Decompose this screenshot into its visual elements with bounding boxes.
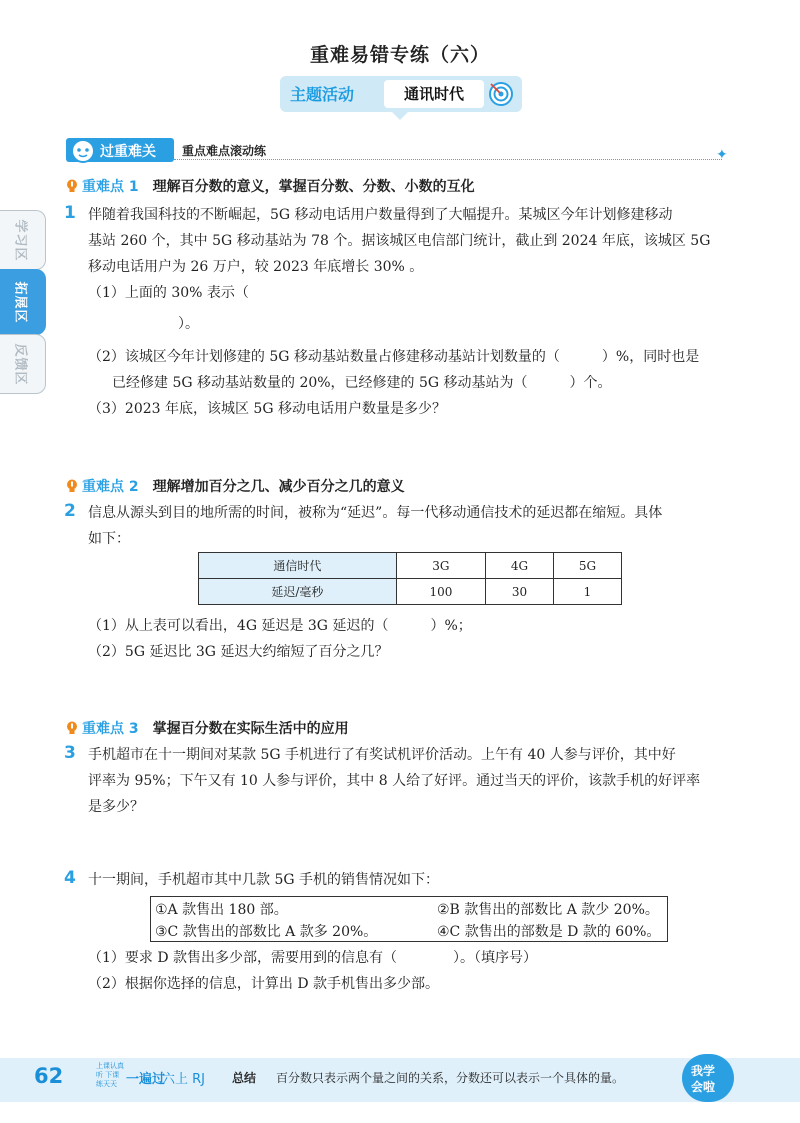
table-cell: 延迟/毫秒 (199, 579, 397, 605)
side-tab-study[interactable]: 学习区 (0, 210, 46, 270)
table-row (199, 579, 622, 605)
brand-tagline: 上课认真听 下课练天天 (96, 1062, 124, 1088)
table-cell: 1 (553, 579, 621, 605)
q1-sub1-end: ）。 (178, 316, 199, 332)
summary-label: 总结 (232, 1071, 257, 1085)
q2-sub1: （1）从上表可以看出，4G 延迟是 3G 延迟的（ ）%； (88, 618, 472, 634)
q1-text: 基站 260 个，其中 5G 移动基站为 78 个。据该城区电信部门统计，截止到 2024 年底，该城区 5G (88, 233, 711, 249)
section-badge-label: 过重难关 (100, 144, 156, 160)
side-tabs (0, 210, 46, 393)
theme-value: 通讯时代 (384, 80, 484, 108)
q1-sub2: （2）该城区今年计划修建的 5G 移动基站数量占修建移动基站计划数量的（ ）%，同时也是 (88, 349, 700, 365)
question-number: 3 (64, 743, 76, 763)
q2-text: 信息从源头到目的地所需的时间，被称为“延迟”。每一代移动通信技术的延迟都在缩短。具体 (88, 505, 663, 521)
side-tab-extend[interactable]: 拓展区 (0, 269, 46, 335)
section-header (66, 138, 736, 164)
key-point-2: 重难点 2 理解增加百分之几、减少百分之几的意义 (66, 476, 405, 496)
q4-sub1: （1）要求 D 款售出多少部，需要用到的信息有（ ）。（填序号） (88, 950, 538, 966)
bulb-icon (66, 721, 78, 735)
footer (0, 1050, 800, 1110)
theme-banner (280, 76, 522, 112)
info-item: ④C 款售出的部数是 D 款的 60%。 (437, 924, 661, 940)
table-cell: 100 (396, 579, 485, 605)
bulb-icon (66, 479, 78, 493)
q3-text: 手机超市在十一期间对某款 5G 手机进行了有奖试机评价活动。上午有 40 人参与评价，其中好 (88, 747, 676, 763)
table-row (199, 553, 622, 579)
q3-text: 是多少？ (88, 799, 144, 815)
brand-grade: 六上 RJ (162, 1072, 205, 1087)
table-cell: 4G (485, 553, 553, 579)
info-box (150, 896, 668, 942)
section-subtitle: 重点难点滚动练 (182, 144, 267, 158)
star-icon: ✦ (716, 147, 728, 163)
q2-sub2: （2）5G 延迟比 3G 延迟大约缩短了百分之几？ (88, 644, 389, 660)
summary-text: 百分数只表示两个量之间的关系，分数还可以表示一个具体的量。 (276, 1071, 625, 1085)
q2-text: 如下： (88, 531, 130, 547)
logo: 我学 会啦 (676, 1048, 742, 1104)
q3-text: 评率为 95%；下午又有 10 人参与评价，其中 8 人给了好评。通过当天的评价，该款手机的好评率 (88, 773, 701, 789)
mascot-icon (68, 135, 98, 165)
table-cell: 30 (485, 579, 553, 605)
info-item: ①A 款售出 180 部。 (155, 902, 288, 918)
info-item: ②B 款售出的部数比 A 款少 20%。 (437, 902, 659, 918)
table-cell: 3G (396, 553, 485, 579)
q1-sub1: （1）上面的 30% 表示（ (88, 285, 249, 301)
target-icon (488, 81, 514, 107)
page-title: 重难易错专练（六） (309, 44, 490, 66)
q4-sub2: （2）根据你选择的信息，计算出 D 款手机售出多少部。 (88, 976, 440, 992)
section-badge (66, 138, 174, 162)
q1-sub2-cont: 已经修建 5G 移动基站数量的 20%，已经修建的 5G 移动基站为（ ）个。 (112, 375, 612, 391)
brand-name: 一遍过 (126, 1072, 166, 1087)
page-number: 62 (34, 1064, 64, 1088)
q1-text: 伴随着我国科技的不断崛起，5G 移动电话用户数量得到了大幅提升。某城区今年计划修建移动 (88, 207, 673, 223)
delay-table (198, 552, 622, 605)
q1-text: 移动电话用户为 26 万户，较 2023 年底增长 30% 。 (88, 259, 424, 275)
question-number: 1 (64, 203, 76, 223)
question-number: 2 (64, 501, 76, 521)
q1-sub3: （3）2023 年底，该城区 5G 移动电话用户数量是多少？ (88, 401, 446, 417)
key-point-3: 重难点 3 掌握百分数在实际生活中的应用 (66, 718, 349, 738)
table-cell: 5G (553, 553, 621, 579)
bulb-icon (66, 179, 78, 193)
side-tab-feedback[interactable]: 反馈区 (0, 334, 46, 394)
table-cell: 通信时代 (199, 553, 397, 579)
q4-text: 十一期间，手机超市其中几款 5G 手机的销售情况如下： (88, 872, 439, 888)
key-point-1: 重难点 1 理解百分数的意义，掌握百分数、分数、小数的互化 (66, 176, 475, 196)
info-item: ③C 款售出的部数比 A 款多 20%。 (155, 924, 378, 940)
theme-label: 主题活动 (290, 85, 355, 104)
question-number: 4 (64, 868, 76, 888)
